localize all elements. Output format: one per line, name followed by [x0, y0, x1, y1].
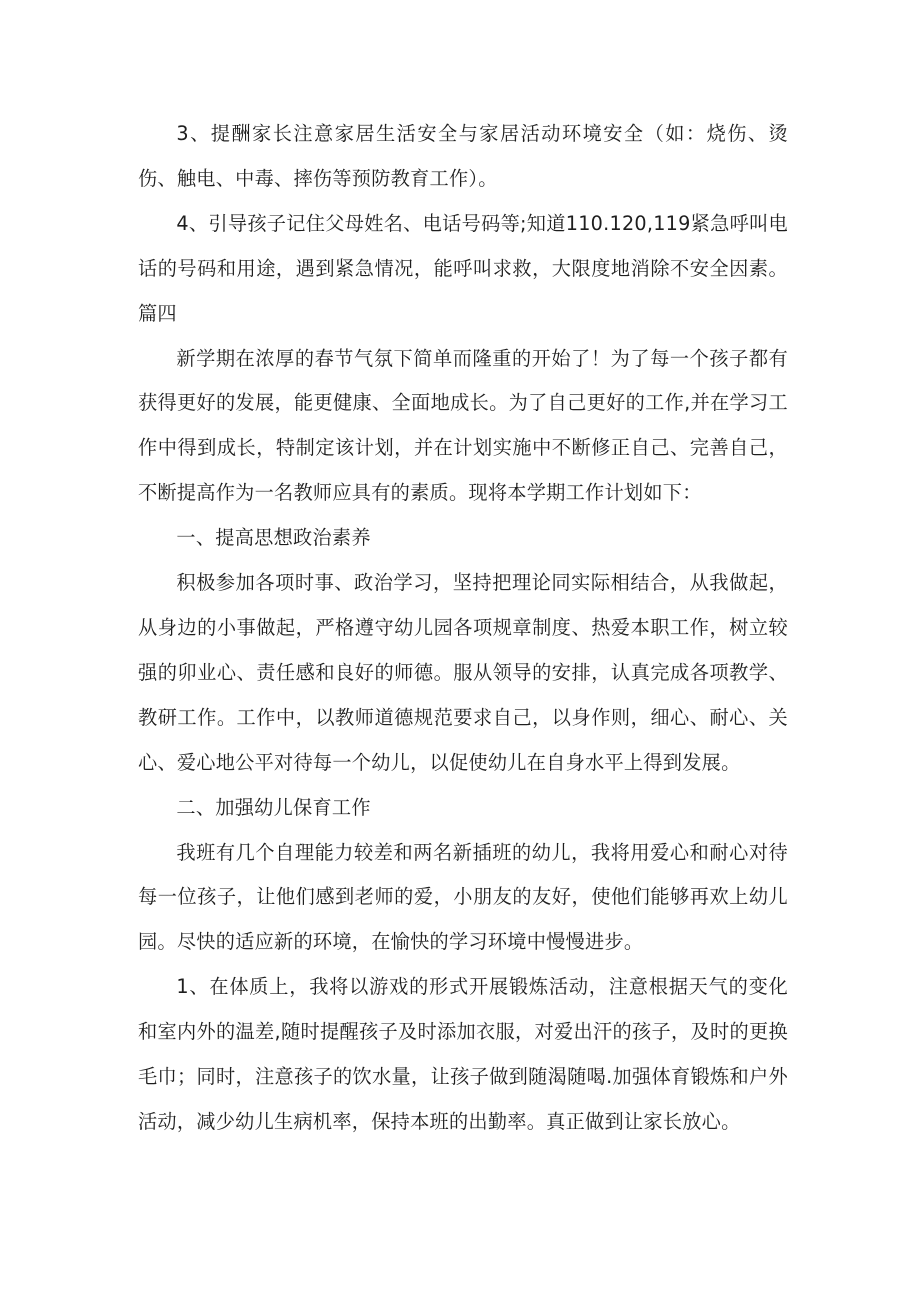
paragraph-safety-reminder: 3、提酬家长注意家居生活安全与家居活动环境安全（如：烧伤、烫伤、触电、中毒、摔伤等预防教育工作）。: [138, 122, 788, 190]
paragraph-semester-intro: 新学期在浓厚的春节气氛下简单而隆重的开始了！为了每一个孩子都有获得更好的发展，能更健康、全面地成长。为了自己更好的工作,并在学习工作中得到成长，特制定该计划，并在计划实施中不断修正自己、完善自己，不断提高作为一名教师应具有的素质。现将本学期工作计划如下：: [138, 346, 788, 505]
section-heading-political: 一、提高思想政治素养: [176, 526, 371, 550]
paragraph-physical-health: 1、在体质上，我将以游戏的形式开展锻炼活动，注意根据天气的变化和室内外的温差,随时提醒孩子及时添加衣服，对爱出汗的孩子，及时的更换毛巾；同时，注意孩子的饮水量，让孩子做到随渴随喝.加强体育锻炼和户外活动，减少幼儿生病机率，保持本班的出勤率。真正做到让家长放心。: [138, 975, 788, 1133]
section-heading-childcare: 二、加强幼儿保育工作: [176, 795, 371, 819]
paragraph-emergency-numbers: 4、引导孩子记住父母姓名、电话号码等;知道110.120,119紧急呼叫电话的号码和用途，遇到紧急情况，能呼叫求救，大限度地消除不安全因素。篇四: [138, 211, 788, 325]
document-body: [138, 112, 788, 1145]
paragraph-new-children: 我班有几个自理能力较差和两名新插班的幼儿，我将用爱心和耐心对待每一位孩子，让他们感到老师的爱，小朋友的友好，使他们能够再欢上幼儿园。尽快的适应新的环境，在愉快的学习环境中慢慢进步。: [138, 840, 788, 954]
paragraph-political-study: 积极参加各项时事、政治学习，坚持把理论同实际相结合，从我做起，从身边的小事做起，严格遵守幼儿园各项规章制度、热爱本职工作，树立较强的卯业心、责任感和良好的师德。服从领导的安排，认真完成各项教学、教研工作。工作中，以教师道德规范要求自己，以身作则，细心、耐心、关心、爱心地公平对待每一个幼儿，以促使幼儿在自身水平上得到发展。: [138, 571, 788, 774]
